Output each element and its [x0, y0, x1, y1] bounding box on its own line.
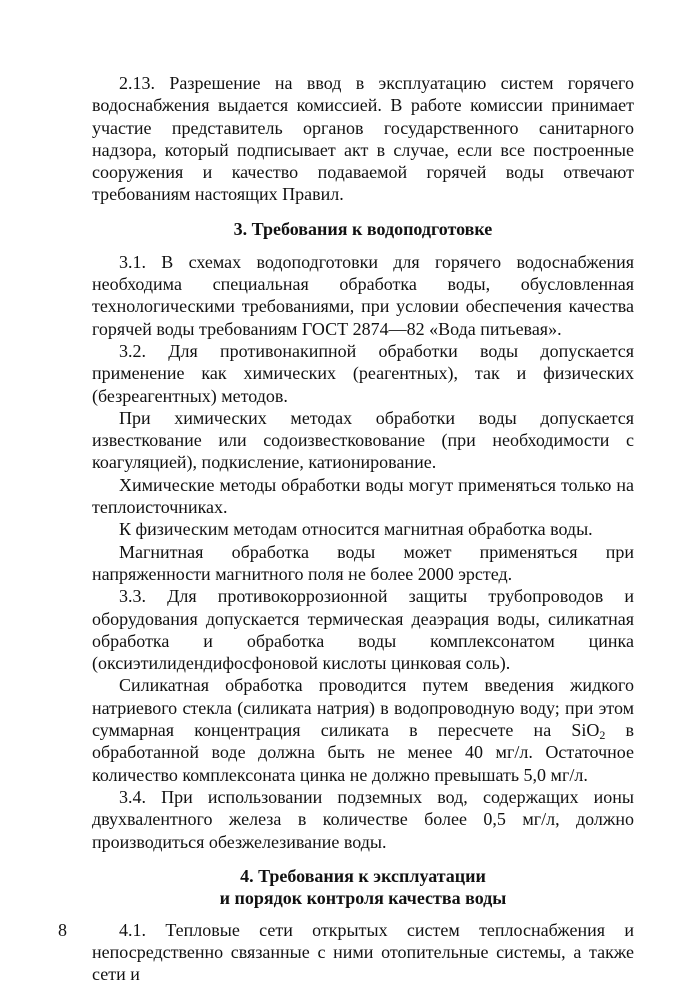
section-4-heading-line2: и порядок контроля качества воды	[219, 887, 507, 908]
paragraph-2-13: 2.13. Разрешение на ввод в эксплуатацию систем горячего водоснабжения выдается комиссией. В работе комиссии принимает участие представитель органов государственного санитарного надзора, который подписывает акт в случае, если все построенные сооружения и качество подаваемой горячей воды отвечают требованиям настоящих Правил.	[92, 73, 634, 205]
section-3-heading: 3. Требования к водоподготовке	[233, 218, 493, 239]
page-number: 8	[58, 920, 67, 940]
paragraph-3-4: 3.4. При использовании подземных вод, содержащих ионы двухвалентного железа в количестве более 0,5 мг/л, должно производиться обезжелезивание воды.	[92, 786, 634, 852]
paragraph-silicate-treatment	[92, 674, 634, 785]
paragraph-chemical-sources: Химические методы обработки воды могут применяться только на теплоисточниках.	[92, 474, 634, 518]
silicate-text-after: в обработанной воде должна быть не менее 40 мг/л. Остаточное количество комплексоната цинка не должно превышать 5,0 мг/л.	[92, 720, 634, 785]
paragraph-4-1: 4.1. Тепловые сети открытых систем теплоснабжения и непосредственно связанные с ними отопительные системы, а также сети и	[92, 919, 634, 985]
paragraph-chemical-methods: При химических методах обработки воды допускается известкование или содоизвестковование (при необходимости с коагуляцией), подкисление, катионирование.	[92, 407, 634, 473]
paragraph-3-3: 3.3. Для противокоррозионной защиты трубопроводов и оборудования допускается термическая деаэрация воды, силикатная обработка и обработка воды комплексонатом цинка (оксиэтилидендифосфоновой кислоты цинковая соль).	[92, 586, 634, 674]
paragraph-3-2: 3.2. Для противонакипной обработки воды допускается применение как химических (реагентных), так и физических (безреагентных) методов.	[92, 340, 634, 406]
silicate-text-before: Силикатная обработка проводится путем введения жидкого натриевого стекла (силиката натрия) в водопроводную воду; при этом суммарная концентрация силиката в пересчете на SiO	[92, 675, 634, 741]
section-4-heading-line1: 4. Требования к эксплуатации	[240, 865, 486, 886]
paragraph-magnetic-treatment: Магнитная обработка воды может применяться при напряженности магнитного поля не более 2000 эрстед.	[92, 541, 634, 584]
section-4-heading	[92, 865, 634, 909]
silicate-subscript: 2	[599, 728, 606, 743]
paragraph-3-1: 3.1. В схемах водоподготовки для горячего водоснабжения необходима специальная обработка воды, обусловленная технологическими требованиями, при условии обеспечения качества горячей воды требованиям ГОСТ 2874—82 «Вода питьевая».	[92, 251, 634, 339]
paragraph-physical-methods: К физическим методам относится магнитная обработка воды.	[119, 519, 593, 540]
